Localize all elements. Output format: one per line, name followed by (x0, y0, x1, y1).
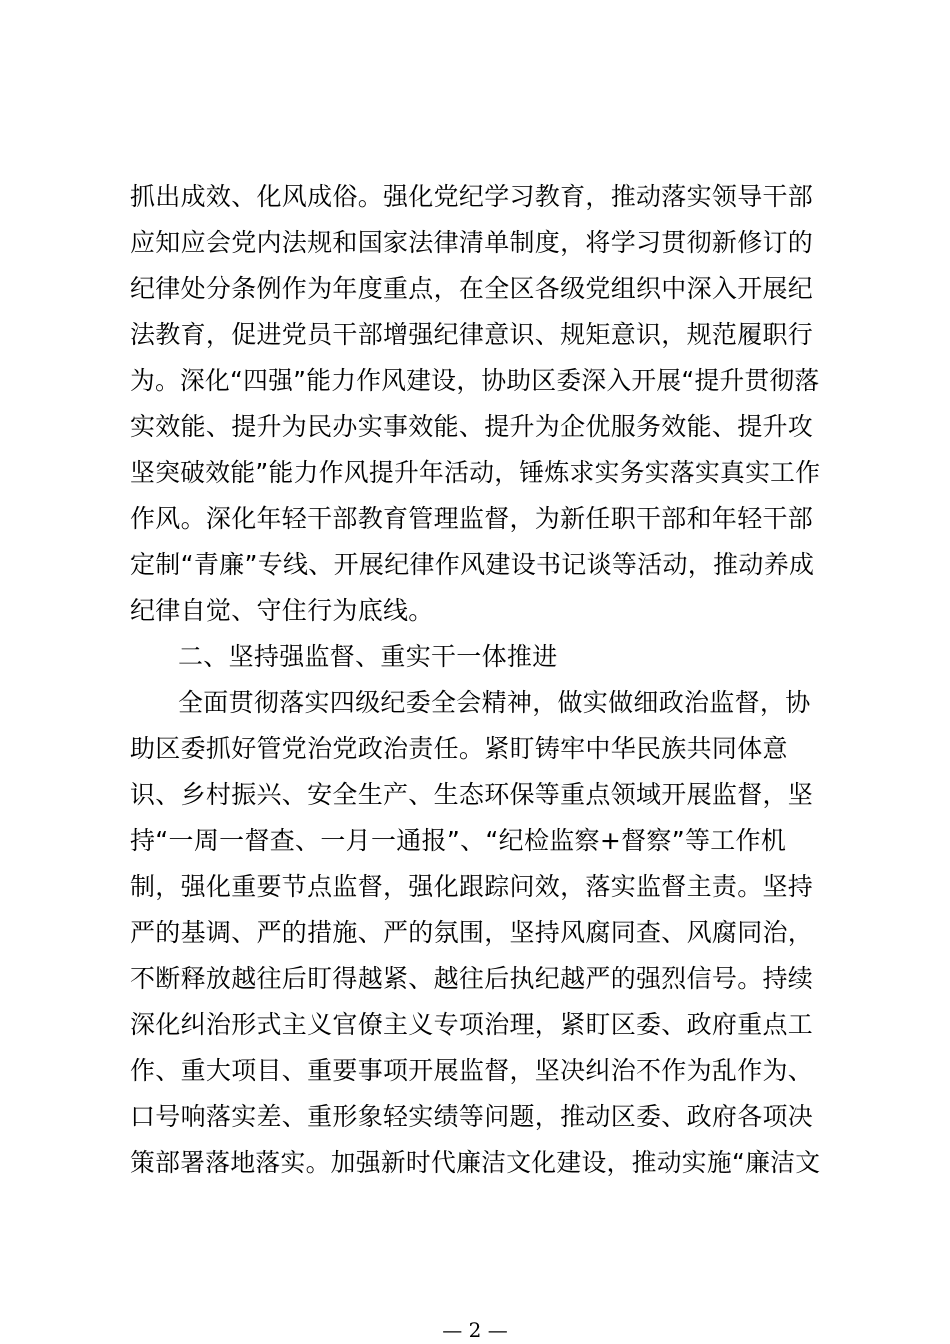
paragraph-line: 助区委抓好管党治党政治责任。紧盯铸牢中华民族共同体意 (130, 734, 788, 763)
paragraph-line: 作、重大项目、重要事项开展监督，坚决纠治不作为乱作为、 (130, 1056, 814, 1085)
paragraph-line: 坚突破效能”能力作风提升年活动，锤炼求实务实落实真实工作 (130, 458, 821, 487)
paragraph-line: 实效能、提升为民办实事效能、提升为企优服务效能、提升攻 (130, 412, 814, 441)
page-number: — 2 — (442, 1318, 508, 1342)
paragraph-line: 作风。深化年轻干部教育管理监督，为新任职干部和年轻干部 (130, 504, 814, 533)
paragraph-line: 应知应会党内法规和国家法律清单制度，将学习贯彻新修订的 (130, 228, 814, 257)
paragraph-line: 持“一周一督查、一月一通报”、“纪检监察+督察”等工作机 (130, 826, 787, 855)
paragraph-line: 定制“青廉”专线、开展纪律作风建设书记谈等活动，推动养成 (130, 550, 815, 579)
section-heading: 二、坚持强监督、重实干一体推进 (178, 642, 558, 671)
paragraph-line: 策部署落地落实。加强新时代廉洁文化建设，推动实施“廉洁文 (130, 1148, 821, 1177)
paragraph-line: 为。深化“四强”能力作风建设，协助区委深入开展“提升贯彻落 (130, 366, 820, 395)
paragraph-line: 纪律处分条例作为年度重点，在全区各级党组织中深入开展纪 (130, 274, 814, 303)
paragraph-line: 纪律自觉、守住行为底线。 (130, 596, 434, 625)
paragraph-line: 口号响落实差、重形象轻实绩等问题，推动区委、政府各项决 (130, 1102, 814, 1131)
paragraph-line: 严的基调、严的措施、严的氛围，坚持风腐同查、风腐同治， (130, 918, 814, 947)
paragraph-line: 不断释放越往后盯得越紧、越往后执纪越严的强烈信号。持续 (130, 964, 814, 993)
paragraph-line: 全面贯彻落实四级纪委全会精神，做实做细政治监督，协 (178, 688, 811, 717)
paragraph-line: 深化纠治形式主义官僚主义专项治理，紧盯区委、政府重点工 (130, 1010, 814, 1039)
paragraph-line: 识、乡村振兴、安全生产、生态环保等重点领域开展监督，坚 (130, 780, 814, 809)
paragraph-line: 制，强化重要节点监督，强化跟踪问效，落实监督主责。坚持 (130, 872, 814, 901)
paragraph-line: 法教育，促进党员干部增强纪律意识、规矩意识，规范履职行 (130, 320, 814, 349)
paragraph-line: 抓出成效、化风成俗。强化党纪学习教育，推动落实领导干部 (130, 182, 814, 211)
